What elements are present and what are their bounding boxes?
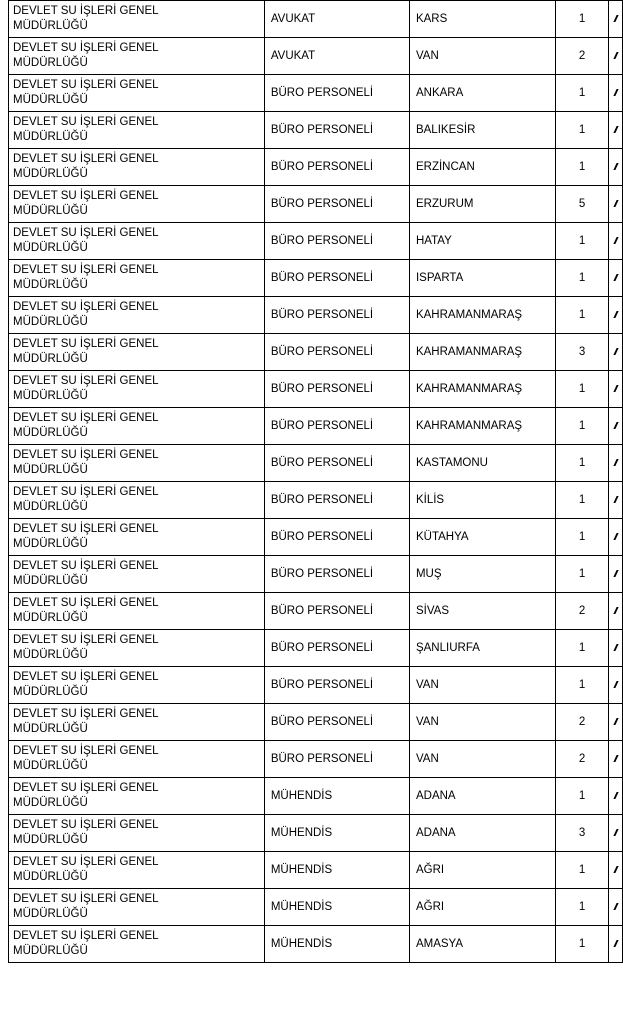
table-row (9, 519, 623, 556)
count-cell: 1 (556, 408, 609, 445)
table-row (9, 371, 623, 408)
institution-line1: DEVLET SU İŞLERİ GENEL (13, 819, 159, 831)
institution-cell (9, 630, 265, 667)
city-cell: ISPARTA (409, 260, 555, 297)
truncated-mark (613, 385, 618, 392)
position-cell: BÜRO PERSONELİ (264, 593, 409, 630)
truncated-mark (613, 52, 618, 59)
position-cell: AVUKAT (264, 38, 409, 75)
position-cell: BÜRO PERSONELİ (264, 260, 409, 297)
truncated-cell (609, 297, 623, 334)
truncated-mark (613, 274, 618, 281)
position-cell: BÜRO PERSONELİ (264, 704, 409, 741)
institution-line2: MÜDÜRLÜĞÜ (13, 908, 88, 920)
count-cell: 3 (556, 334, 609, 371)
table-row (9, 704, 623, 741)
table-row (9, 260, 623, 297)
table-row (9, 75, 623, 112)
count-cell: 1 (556, 149, 609, 186)
table-body (9, 1, 623, 963)
count-cell: 1 (556, 260, 609, 297)
position-cell: MÜHENDİS (264, 852, 409, 889)
institution-cell (9, 556, 265, 593)
truncated-mark (613, 15, 618, 22)
institution-line1: DEVLET SU İŞLERİ GENEL (13, 634, 159, 646)
table-row (9, 38, 623, 75)
truncated-mark (613, 459, 618, 466)
institution-cell (9, 704, 265, 741)
truncated-mark (613, 89, 618, 96)
city-cell: VAN (409, 667, 555, 704)
position-cell: BÜRO PERSONELİ (264, 482, 409, 519)
table-row (9, 482, 623, 519)
truncated-mark (613, 200, 618, 207)
institution-line1: DEVLET SU İŞLERİ GENEL (13, 597, 159, 609)
city-cell: VAN (409, 38, 555, 75)
city-cell: VAN (409, 741, 555, 778)
institution-line2: MÜDÜRLÜĞÜ (13, 723, 88, 735)
count-cell: 1 (556, 112, 609, 149)
table-row (9, 556, 623, 593)
table-row (9, 741, 623, 778)
institution-line2: MÜDÜRLÜĞÜ (13, 797, 88, 809)
institution-cell (9, 297, 265, 334)
institution-line1: DEVLET SU İŞLERİ GENEL (13, 79, 159, 91)
positions-table (8, 0, 623, 963)
city-cell: KAHRAMANMARAŞ (409, 334, 555, 371)
position-cell: AVUKAT (264, 1, 409, 38)
table-row (9, 1, 623, 38)
position-cell: BÜRO PERSONELİ (264, 297, 409, 334)
truncated-cell (609, 112, 623, 149)
truncated-cell (609, 186, 623, 223)
institution-cell (9, 186, 265, 223)
institution-cell (9, 778, 265, 815)
truncated-cell (609, 630, 623, 667)
truncated-mark (613, 422, 618, 429)
truncated-cell (609, 556, 623, 593)
institution-line1: DEVLET SU İŞLERİ GENEL (13, 190, 159, 202)
institution-line2: MÜDÜRLÜĞÜ (13, 242, 88, 254)
institution-line2: MÜDÜRLÜĞÜ (13, 945, 88, 957)
position-cell: BÜRO PERSONELİ (264, 334, 409, 371)
position-cell: BÜRO PERSONELİ (264, 223, 409, 260)
institution-line2: MÜDÜRLÜĞÜ (13, 353, 88, 365)
truncated-mark (613, 237, 618, 244)
table-row (9, 297, 623, 334)
position-cell: MÜHENDİS (264, 889, 409, 926)
count-cell: 1 (556, 630, 609, 667)
truncated-cell (609, 593, 623, 630)
table-row (9, 186, 623, 223)
institution-line1: DEVLET SU İŞLERİ GENEL (13, 782, 159, 794)
truncated-mark (613, 866, 618, 873)
count-cell: 1 (556, 926, 609, 963)
table-row (9, 630, 623, 667)
institution-cell (9, 815, 265, 852)
count-cell: 1 (556, 852, 609, 889)
truncated-cell (609, 519, 623, 556)
truncated-mark (613, 163, 618, 170)
institution-line2: MÜDÜRLÜĞÜ (13, 834, 88, 846)
city-cell: KAHRAMANMARAŞ (409, 297, 555, 334)
position-cell: MÜHENDİS (264, 815, 409, 852)
institution-line2: MÜDÜRLÜĞÜ (13, 131, 88, 143)
count-cell: 2 (556, 38, 609, 75)
institution-line1: DEVLET SU İŞLERİ GENEL (13, 671, 159, 683)
position-cell: BÜRO PERSONELİ (264, 741, 409, 778)
position-cell: BÜRO PERSONELİ (264, 408, 409, 445)
truncated-cell (609, 926, 623, 963)
institution-line1: DEVLET SU İŞLERİ GENEL (13, 116, 159, 128)
count-cell: 1 (556, 556, 609, 593)
institution-line2: MÜDÜRLÜĞÜ (13, 686, 88, 698)
position-cell: BÜRO PERSONELİ (264, 186, 409, 223)
table-row (9, 889, 623, 926)
truncated-mark (613, 533, 618, 540)
count-cell: 1 (556, 889, 609, 926)
table-row (9, 852, 623, 889)
institution-line1: DEVLET SU İŞLERİ GENEL (13, 486, 159, 498)
institution-line1: DEVLET SU İŞLERİ GENEL (13, 856, 159, 868)
truncated-cell (609, 75, 623, 112)
institution-line1: DEVLET SU İŞLERİ GENEL (13, 708, 159, 720)
position-cell: BÜRO PERSONELİ (264, 556, 409, 593)
institution-cell (9, 260, 265, 297)
city-cell: ERZURUM (409, 186, 555, 223)
position-cell: BÜRO PERSONELİ (264, 667, 409, 704)
city-cell: VAN (409, 704, 555, 741)
institution-line2: MÜDÜRLÜĞÜ (13, 871, 88, 883)
count-cell: 5 (556, 186, 609, 223)
institution-cell (9, 593, 265, 630)
institution-line1: DEVLET SU İŞLERİ GENEL (13, 523, 159, 535)
table-row (9, 815, 623, 852)
table-row (9, 667, 623, 704)
institution-cell (9, 223, 265, 260)
institution-line2: MÜDÜRLÜĞÜ (13, 390, 88, 402)
institution-line1: DEVLET SU İŞLERİ GENEL (13, 412, 159, 424)
truncated-mark (613, 311, 618, 318)
city-cell: KİLİS (409, 482, 555, 519)
city-cell: HATAY (409, 223, 555, 260)
count-cell: 1 (556, 667, 609, 704)
count-cell: 3 (556, 815, 609, 852)
count-cell: 1 (556, 445, 609, 482)
institution-cell (9, 445, 265, 482)
institution-line2: MÜDÜRLÜĞÜ (13, 538, 88, 550)
institution-line2: MÜDÜRLÜĞÜ (13, 501, 88, 513)
city-cell: KARS (409, 1, 555, 38)
truncated-mark (613, 644, 618, 651)
truncated-cell (609, 667, 623, 704)
count-cell: 1 (556, 371, 609, 408)
city-cell: ADANA (409, 778, 555, 815)
city-cell: KASTAMONU (409, 445, 555, 482)
city-cell: ANKARA (409, 75, 555, 112)
city-cell: KÜTAHYA (409, 519, 555, 556)
city-cell: AĞRI (409, 852, 555, 889)
truncated-mark (613, 903, 618, 910)
count-cell: 2 (556, 704, 609, 741)
institution-cell (9, 408, 265, 445)
institution-line1: DEVLET SU İŞLERİ GENEL (13, 745, 159, 757)
institution-line2: MÜDÜRLÜĞÜ (13, 57, 88, 69)
position-cell: MÜHENDİS (264, 926, 409, 963)
truncated-cell (609, 852, 623, 889)
count-cell: 1 (556, 519, 609, 556)
truncated-mark (613, 755, 618, 762)
truncated-cell (609, 38, 623, 75)
institution-line2: MÜDÜRLÜĞÜ (13, 760, 88, 772)
city-cell: ERZİNCAN (409, 149, 555, 186)
position-cell: BÜRO PERSONELİ (264, 149, 409, 186)
position-cell: BÜRO PERSONELİ (264, 112, 409, 149)
institution-line1: DEVLET SU İŞLERİ GENEL (13, 338, 159, 350)
institution-line1: DEVLET SU İŞLERİ GENEL (13, 301, 159, 313)
position-cell: BÜRO PERSONELİ (264, 445, 409, 482)
institution-line2: MÜDÜRLÜĞÜ (13, 168, 88, 180)
institution-line2: MÜDÜRLÜĞÜ (13, 575, 88, 587)
truncated-mark (613, 681, 618, 688)
count-cell: 1 (556, 297, 609, 334)
institution-cell (9, 371, 265, 408)
institution-line2: MÜDÜRLÜĞÜ (13, 279, 88, 291)
count-cell: 1 (556, 778, 609, 815)
institution-cell (9, 149, 265, 186)
position-cell: BÜRO PERSONELİ (264, 519, 409, 556)
institution-line2: MÜDÜRLÜĞÜ (13, 316, 88, 328)
institution-line1: DEVLET SU İŞLERİ GENEL (13, 375, 159, 387)
count-cell: 1 (556, 482, 609, 519)
truncated-mark (613, 829, 618, 836)
count-cell: 2 (556, 593, 609, 630)
truncated-mark (613, 496, 618, 503)
table-row (9, 445, 623, 482)
truncated-cell (609, 445, 623, 482)
truncated-cell (609, 260, 623, 297)
city-cell: KAHRAMANMARAŞ (409, 371, 555, 408)
table-row (9, 149, 623, 186)
institution-line1: DEVLET SU İŞLERİ GENEL (13, 153, 159, 165)
truncated-cell (609, 408, 623, 445)
table-row (9, 334, 623, 371)
position-cell: BÜRO PERSONELİ (264, 371, 409, 408)
institution-cell (9, 926, 265, 963)
truncated-mark (613, 792, 618, 799)
institution-line1: DEVLET SU İŞLERİ GENEL (13, 227, 159, 239)
count-cell: 1 (556, 223, 609, 260)
institution-cell (9, 482, 265, 519)
truncated-mark (613, 570, 618, 577)
institution-cell (9, 334, 265, 371)
city-cell: BALIKESİR (409, 112, 555, 149)
truncated-cell (609, 1, 623, 38)
truncated-cell (609, 778, 623, 815)
institution-cell (9, 75, 265, 112)
institution-cell (9, 112, 265, 149)
institution-cell (9, 889, 265, 926)
institution-cell (9, 667, 265, 704)
count-cell: 2 (556, 741, 609, 778)
table-row (9, 593, 623, 630)
institution-line2: MÜDÜRLÜĞÜ (13, 649, 88, 661)
position-cell: BÜRO PERSONELİ (264, 75, 409, 112)
truncated-mark (613, 348, 618, 355)
institution-line1: DEVLET SU İŞLERİ GENEL (13, 264, 159, 276)
truncated-cell (609, 223, 623, 260)
city-cell: ADANA (409, 815, 555, 852)
truncated-cell (609, 741, 623, 778)
position-cell: MÜHENDİS (264, 778, 409, 815)
count-cell: 1 (556, 1, 609, 38)
institution-line1: DEVLET SU İŞLERİ GENEL (13, 5, 159, 17)
institution-line2: MÜDÜRLÜĞÜ (13, 612, 88, 624)
table-row (9, 223, 623, 260)
institution-line2: MÜDÜRLÜĞÜ (13, 427, 88, 439)
institution-line1: DEVLET SU İŞLERİ GENEL (13, 560, 159, 572)
institution-line1: DEVLET SU İŞLERİ GENEL (13, 42, 159, 54)
institution-line2: MÜDÜRLÜĞÜ (13, 205, 88, 217)
truncated-cell (609, 815, 623, 852)
city-cell: KAHRAMANMARAŞ (409, 408, 555, 445)
city-cell: MUŞ (409, 556, 555, 593)
truncated-cell (609, 371, 623, 408)
institution-cell (9, 1, 265, 38)
city-cell: AMASYA (409, 926, 555, 963)
institution-line1: DEVLET SU İŞLERİ GENEL (13, 449, 159, 461)
position-cell: BÜRO PERSONELİ (264, 630, 409, 667)
truncated-cell (609, 704, 623, 741)
truncated-mark (613, 607, 618, 614)
city-cell: SİVAS (409, 593, 555, 630)
table-row (9, 926, 623, 963)
institution-line2: MÜDÜRLÜĞÜ (13, 464, 88, 476)
institution-cell (9, 519, 265, 556)
city-cell: AĞRI (409, 889, 555, 926)
truncated-mark (613, 940, 618, 947)
truncated-mark (613, 718, 618, 725)
truncated-cell (609, 482, 623, 519)
count-cell: 1 (556, 75, 609, 112)
institution-line2: MÜDÜRLÜĞÜ (13, 20, 88, 32)
truncated-cell (609, 149, 623, 186)
institution-cell (9, 852, 265, 889)
institution-line1: DEVLET SU İŞLERİ GENEL (13, 930, 159, 942)
city-cell: ŞANLIURFA (409, 630, 555, 667)
institution-line2: MÜDÜRLÜĞÜ (13, 94, 88, 106)
institution-cell (9, 741, 265, 778)
truncated-mark (613, 126, 618, 133)
truncated-cell (609, 889, 623, 926)
table-row (9, 112, 623, 149)
truncated-cell (609, 334, 623, 371)
institution-line1: DEVLET SU İŞLERİ GENEL (13, 893, 159, 905)
table-row (9, 408, 623, 445)
institution-cell (9, 38, 265, 75)
table-row (9, 778, 623, 815)
